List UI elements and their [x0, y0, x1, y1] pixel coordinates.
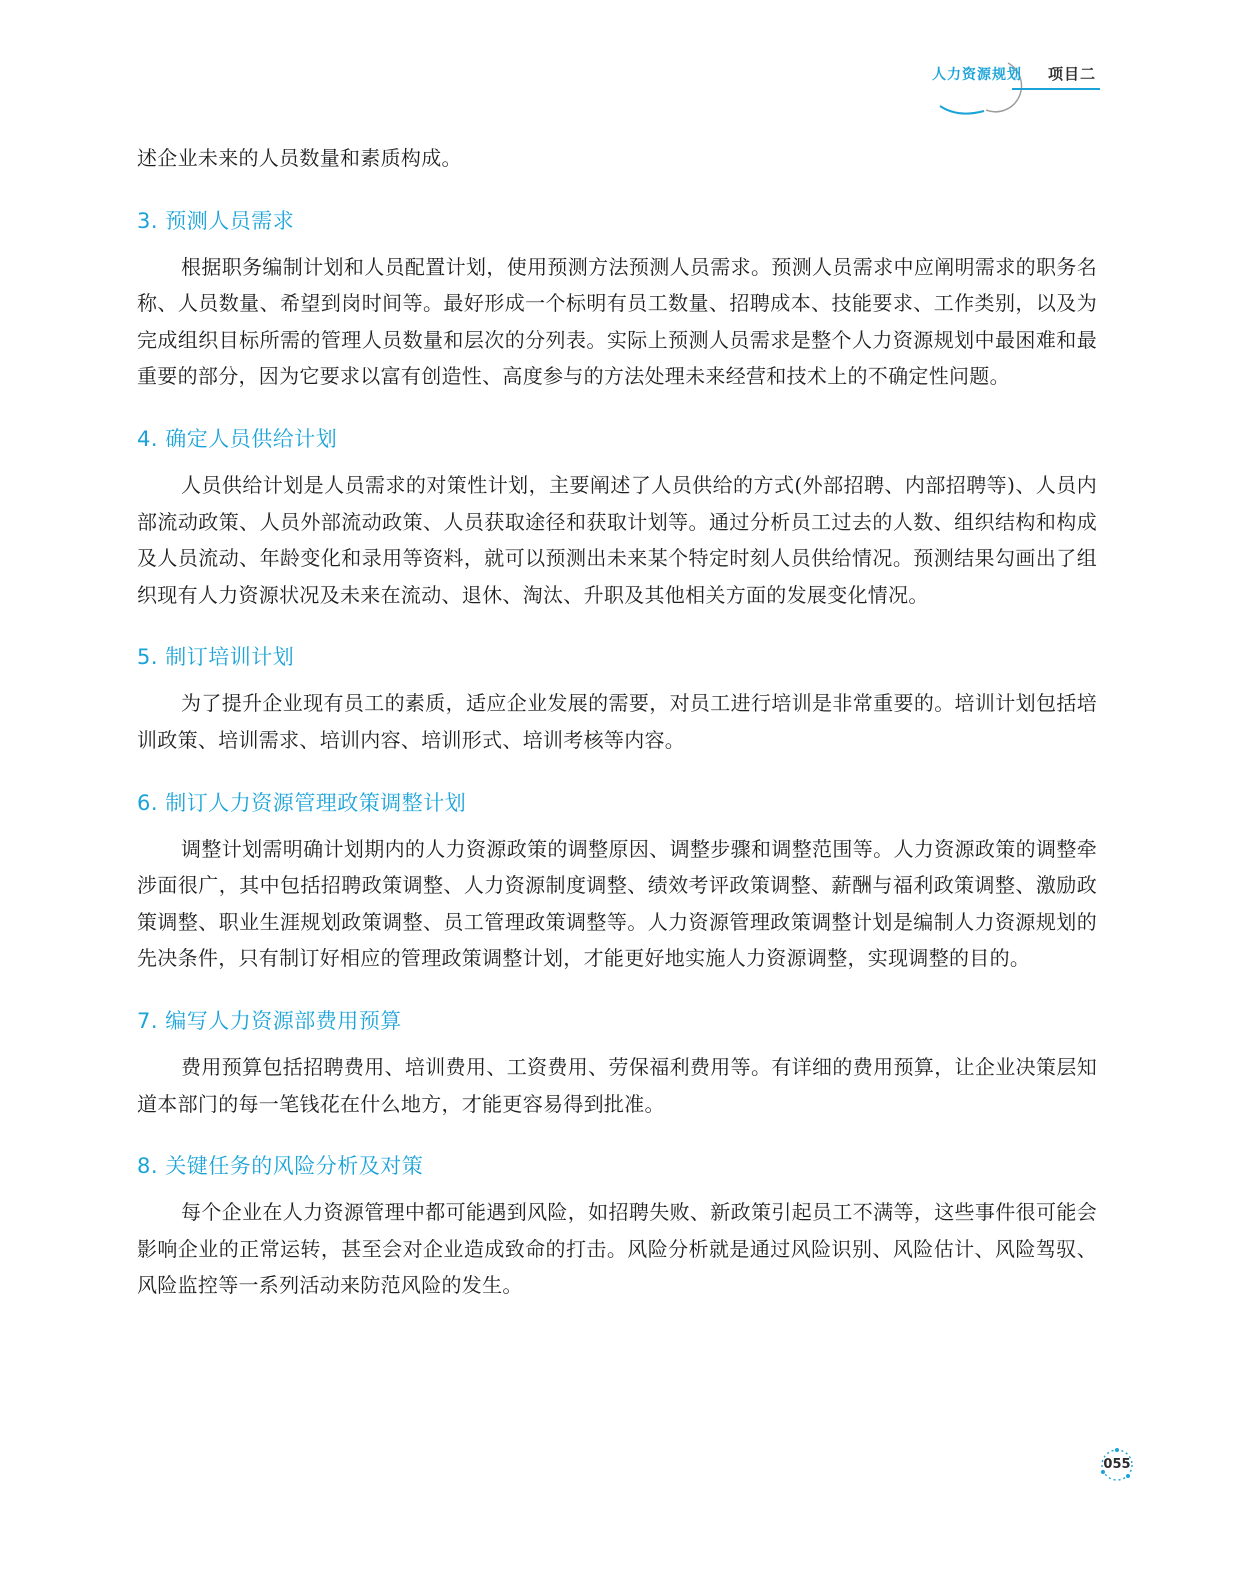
- section-heading-5: 5. 制订培训计划: [137, 645, 295, 670]
- page-number: 055: [1103, 1457, 1131, 1472]
- section-body-5: 为了提升企业现有员工的素质，适应企业发展的需要，对员工进行培训是非常重要的。培训计划包括培训政策、培训需求、培训内容、培训形式、培训考核等内容。: [137, 691, 1097, 752]
- section-body-3: 根据职务编制计划和人员配置计划，使用预测方法预测人员需求。预测人员需求中应阐明需求的职务名称、人员数量、希望到岗时间等。最好形成一个标明有员工数量、招聘成本、技能要求、工作类别，以及为完成组织目标所需的管理人员数量和层次的分列表。实际上预测人员需求是整个人力资源规划中最困难和最重要的部分，因为它要求以富有创造性、高度参与的方法处理未来经营和技术上的不确定性问题。: [137, 254, 1097, 389]
- page-body: [137, 140, 1097, 1304]
- section-heading-3: 3. 预测人员需求: [137, 208, 295, 233]
- section-body-6: 调整计划需明确计划期内的人力资源政策的调整原因、调整步骤和调整范围等。人力资源政策的调整牵涉面很广，其中包括招聘政策调整、人力资源制度调整、绩效考评政策调整、薪酬与福利政策调整、激励政策调整、职业生涯规划政策调整、员工管理政策调整等。人力资源管理政策调整计划是编制人力资源规划的先决条件，只有制订好相应的管理政策调整计划，才能更好地实施人力资源调整，实现调整的目的。: [137, 836, 1097, 971]
- section-body-4: 人员供给计划是人员需求的对策性计划，主要阐述了人员供给的方式(外部招聘、内部招聘等)、人员内部流动政策、人员外部流动政策、人员获取途径和获取计划等。通过分析员工过去的人数、组织结构和构成及人员流动、年龄变化和录用等资料，就可以预测出未来某个特定时刻人员供给情况。预测结果勾画出了组织现有人力资源状况及未来在流动、退休、淘汰、升职及其他相关方面的发展变化情况。: [137, 472, 1097, 607]
- section-heading-6: 6. 制订人力资源管理政策调整计划: [137, 790, 467, 815]
- header-chapter-title: 人力资源规划: [932, 67, 1022, 83]
- section-body-8: 每个企业在人力资源管理中都可能遇到风险，如招聘失败、新政策引起员工不满等，这些事件很可能会影响企业的正常运转，甚至会对企业造成致命的打击。风险分析就是通过风险识别、风险估计、风险驾驭、风险监控等一系列活动来防范风险的发生。: [137, 1200, 1097, 1298]
- section-heading-7: 7. 编写人力资源部费用预算: [137, 1008, 402, 1033]
- header-project-label: 项目二: [1047, 65, 1096, 83]
- section-body-7: 费用预算包括招聘费用、培训费用、工资费用、劳保福利费用等。有详细的费用预算，让企业决策层知道本部门的每一笔钱花在什么地方，才能更容易得到批准。: [137, 1054, 1097, 1116]
- section-heading-4: 4. 确定人员供给计划: [137, 426, 338, 451]
- paragraph-continuation: 述企业未来的人员数量和素质构成。: [137, 146, 462, 170]
- section-heading-8: 8. 关键任务的风险分析及对策: [137, 1154, 424, 1179]
- page-number-badge: [1100, 1448, 1134, 1482]
- running-header: [900, 62, 1100, 96]
